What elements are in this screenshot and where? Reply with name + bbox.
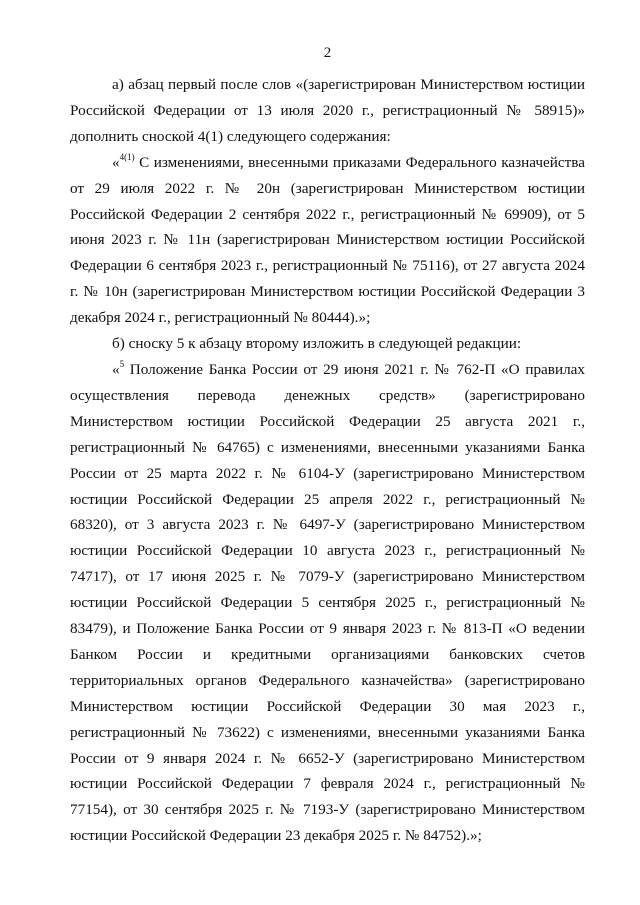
paragraph-a: [70, 72, 585, 150]
open-quote: «: [112, 360, 120, 378]
footnote-marker: 4(1): [119, 151, 135, 162]
footnote-5-text: [70, 357, 585, 849]
paragraph-b: [70, 331, 585, 357]
paragraph-b-text: б) сноску 5 к абзацу второму изложить в следующей редакции:: [112, 335, 522, 353]
footnote-body: С изменениями, внесенными приказами Федерального казначейства от 29 июля 2022 г. № 20н (зарегистрирован Министерством юстиции Российской Федерации 2 сентября 2022 г., регистрационный № 69909), от 5 июня 2023 г. № 11н (зарегистрирован Министерством юстиции Российской Федерации 6 сентября 2023 г., регистрационный № 75116), от 27 августа 2024 г. № 10н (зарегистрирован Министерством юстиции Российской Федерации 3 декабря 2024 г., регистрационный № 80444).»;: [70, 153, 585, 327]
open-quote: «: [112, 153, 120, 171]
footnote-body: Положение Банка России от 29 июня 2021 г. № 762-П «О правилах осуществления перевода денежных средств» (зарегистрировано Министерством юстиции Российской Федерации 25 августа 2021 г., регистрационный № 64765) с изменениями, внесенными указаниями Банка России от 25 марта 2022 г. № 6104-У (зарегистрировано Министерством юстиции Российской Федерации 25 апреля 2022 г., регистрационный № 68320), от 3 августа 2023 г. № 6497-У (зарегистрировано Министерством юстиции Российской Федерации 10 августа 2023 г., регистрационный № 74717), от 17 июня 2025 г. № 7079-У (зарегистрировано Министерством юстиции Российской Федерации 5 сентября 2025 г., регистрационный № 83479), и Положение Банка России от 9 января 2023 г. № 813-П «О ведении Банком России и кредитными организациями банковских счетов территориальных органов Федерального казначейства» (зарегистрировано Министерством юстиции Российской Федерации 30 мая 2023 г., регистрационный № 73622) с изменениями, внесенными указаниями Банка России от 9 января 2024 г. № 6652-У (зарегистрировано Министерством юстиции Российской Федерации 7 февраля 2024 г., регистрационный № 77154), от 30 сентября 2025 г. № 7193-У (зарегистрировано Министерством юстиции Российской Федерации 23 декабря 2025 г. № 84752).»;: [70, 360, 585, 845]
footnote-marker: 5: [119, 358, 125, 369]
page-number: 2: [323, 45, 332, 61]
footnote-4-1-text: [70, 150, 585, 331]
paragraph-a-text: а) абзац первый после слов «(зарегистрирован Министерством юстиции Российской Федерации от 13 июля 2020 г., регистрационный № 58915)» дополнить сноской 4(1) следующего содержания:: [70, 76, 585, 145]
